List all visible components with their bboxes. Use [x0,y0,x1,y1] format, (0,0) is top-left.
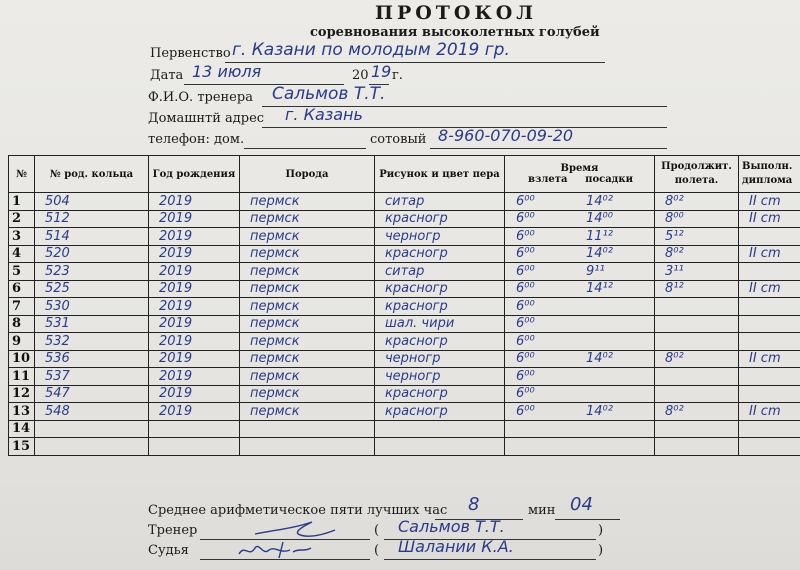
cell-landing: 14⁰⁰ [586,211,613,227]
cell-breed: пермск [240,280,375,298]
cell-ring: 512 [35,210,149,228]
cell-duration [655,333,739,351]
cell-ring: 547 [35,385,149,403]
cell-time [505,350,655,368]
cell-breed: пермск [240,403,375,421]
cell-color: красногр [375,385,505,403]
table-row [9,403,800,421]
trainer-close-paren: ) [598,523,604,538]
cell-breed: пермск [240,315,375,333]
cell-diploma [739,298,800,316]
cell-color: красногр [375,245,505,263]
col-ring-header: № род. кольца [35,156,149,193]
cell-color: красногр [375,210,505,228]
cell-n: 4 [9,245,35,263]
cell-takeoff: 6⁰⁰ [516,298,535,314]
cell-takeoff: 6⁰⁰ [516,246,535,262]
cell-n: 6 [9,280,35,298]
year-value: 19 [371,62,392,81]
document-title: ПРОТОКОЛ [375,2,538,24]
cell-year: 2019 [149,333,240,351]
landing-header: посадки [585,174,633,185]
cell-year: 2019 [149,298,240,316]
cell-breed: пермск [240,210,375,228]
cell-diploma [739,438,800,456]
cell-duration [655,298,739,316]
cell-landing: 14⁰² [586,193,613,209]
table-row [9,245,800,263]
table-row [9,420,800,438]
table-row [9,438,800,456]
table-row [9,263,800,281]
cell-color [375,438,505,456]
cell-n: 11 [9,368,35,386]
footer-judge-name: Шалании К.А. [398,537,514,556]
cell-color: красногр [375,280,505,298]
cell-takeoff: 6⁰⁰ [516,228,535,244]
pigeon-table [8,155,800,456]
col-year-header: Год рождения [149,156,240,193]
cell-time [505,298,655,316]
cell-diploma: II cm [739,280,800,298]
cell-time [505,403,655,421]
time-header-label: Время [560,163,599,174]
date-label: Дата [150,68,184,83]
cell-breed: пермск [240,228,375,246]
table-row [9,315,800,333]
cell-n: 10 [9,350,35,368]
cell-n: 3 [9,228,35,246]
cell-breed: пермск [240,333,375,351]
cell-breed: пермск [240,385,375,403]
judge-open-paren: ( [374,543,380,558]
cell-diploma: II cm [739,403,800,421]
trainer-label: Ф.И.О. тренера [148,90,253,105]
table-row [9,333,800,351]
cell-diploma [739,333,800,351]
takeoff-header: взлета [528,174,568,185]
cell-time [505,333,655,351]
cell-n: 15 [9,438,35,456]
col-duration-header: Продолжит. полета. [655,156,739,193]
table-header-row [9,156,800,193]
cell-year: 2019 [149,193,240,211]
cell-breed: пермск [240,245,375,263]
cell-time [505,438,655,456]
cell-n: 12 [9,385,35,403]
cell-year: 2019 [149,315,240,333]
cell-year: 2019 [149,245,240,263]
cell-ring: 530 [35,298,149,316]
cell-n: 2 [9,210,35,228]
table-row [9,228,800,246]
cell-time [505,210,655,228]
phone-label: телефон: дом. [148,132,245,147]
cell-time [505,245,655,263]
cell-ring: 532 [35,333,149,351]
pervenstvo-label: Первенство [150,46,231,61]
cell-ring: 548 [35,403,149,421]
cell-diploma [739,315,800,333]
cell-n: 8 [9,315,35,333]
cell-diploma: II cm [739,350,800,368]
table-row [9,350,800,368]
average-minutes-line [555,519,620,520]
cell-time [505,228,655,246]
cell-duration: 8¹² [655,280,739,298]
cell-diploma [739,263,800,281]
cell-breed [240,438,375,456]
cell-duration: 8⁰² [655,403,739,421]
cell-diploma [739,385,800,403]
cell-time [505,385,655,403]
cell-ring: 504 [35,193,149,211]
col-diploma-header: Выполн. диплома [739,156,800,193]
cell-takeoff: 6⁰⁰ [516,333,535,349]
cell-n: 9 [9,333,35,351]
col-color-header: Рисунок и цвет пера [375,156,505,193]
table-row [9,368,800,386]
phone-line [244,148,366,149]
mobile-label: сотовый [370,132,427,147]
footer-trainer-label: Тренер [148,523,198,538]
cell-duration: 8⁰² [655,350,739,368]
average-minutes: 04 [570,494,593,515]
cell-color: шал. чири [375,315,505,333]
col-num-header: № [9,156,35,193]
cell-time [505,263,655,281]
cell-duration: 5¹² [655,228,739,246]
cell-breed: пермск [240,298,375,316]
cell-duration: 8⁰² [655,245,739,263]
cell-color: черногр [375,368,505,386]
cell-year: 2019 [149,210,240,228]
cell-ring: 520 [35,245,149,263]
cell-time [505,193,655,211]
cell-year [149,438,240,456]
cell-color: черногр [375,350,505,368]
cell-color: ситар [375,263,505,281]
cell-ring: 523 [35,263,149,281]
cell-diploma: II cm [739,245,800,263]
cell-n: 1 [9,193,35,211]
date-value: 13 июля [192,62,262,81]
mobile-line [430,148,667,149]
cell-color [375,420,505,438]
judge-label: Судья [148,543,189,558]
judge-close-paren: ) [598,543,604,558]
judge-signature [235,538,315,562]
cell-takeoff: 6⁰⁰ [516,316,535,332]
cell-n: 14 [9,420,35,438]
document-subtitle: соревнования высоколетных голубей [310,25,600,40]
cell-year: 2019 [149,403,240,421]
cell-color: красногр [375,298,505,316]
cell-color: красногр [375,333,505,351]
cell-year: 2019 [149,228,240,246]
footer-trainer-name: Сальмов Т.Т. [398,517,505,536]
table-row [9,210,800,228]
cell-color: красногр [375,403,505,421]
average-label: Среднее арифметическое пяти лучших час [148,503,448,518]
table-row [9,385,800,403]
cell-takeoff: 6⁰⁰ [516,386,535,402]
cell-diploma [739,228,800,246]
cell-takeoff: 6⁰⁰ [516,281,535,297]
cell-takeoff: 6⁰⁰ [516,351,535,367]
cell-ring: 536 [35,350,149,368]
cell-year: 2019 [149,350,240,368]
cell-takeoff: 6⁰⁰ [516,368,535,384]
table-row [9,280,800,298]
cell-duration [655,385,739,403]
cell-ring: 514 [35,228,149,246]
trainer-open-paren: ( [374,523,380,538]
cell-color: черногр [375,228,505,246]
col-breed-header: Порода [240,156,375,193]
mobile-value: 8-960-070-09-20 [438,126,574,145]
address-label: Домашнтй адрес [148,111,265,126]
cell-year [149,420,240,438]
address-value: г. Казань [285,105,363,124]
cell-takeoff: 6⁰⁰ [516,211,535,227]
cell-landing: 14⁰² [586,403,613,419]
cell-n: 5 [9,263,35,281]
cell-ring [35,420,149,438]
cell-breed: пермск [240,368,375,386]
cell-time [505,280,655,298]
trainer-value: Сальмов Т.Т. [272,84,386,104]
cell-diploma: II cm [739,193,800,211]
cell-duration [655,315,739,333]
cell-time [505,315,655,333]
cell-ring: 531 [35,315,149,333]
cell-takeoff: 6⁰⁰ [516,263,535,279]
cell-duration [655,420,739,438]
cell-ring [35,438,149,456]
year-prefix: 20 [352,68,369,83]
cell-diploma [739,420,800,438]
cell-diploma: II cm [739,210,800,228]
cell-ring: 525 [35,280,149,298]
cell-landing: 14⁰² [586,351,613,367]
cell-time [505,368,655,386]
cell-breed: пермск [240,263,375,281]
cell-duration: 8⁰⁰ [655,210,739,228]
cell-time [505,420,655,438]
col-time-header [505,156,655,193]
cell-landing: 14¹² [586,281,613,297]
min-label: мин [528,503,556,518]
cell-year: 2019 [149,368,240,386]
cell-breed: пермск [240,193,375,211]
cell-year: 2019 [149,263,240,281]
cell-duration [655,438,739,456]
average-hours: 8 [468,494,480,515]
cell-color: ситар [375,193,505,211]
cell-landing: 11¹² [586,228,613,244]
cell-landing: 14⁰² [586,246,613,262]
table-row [9,298,800,316]
cell-breed [240,420,375,438]
cell-landing: 9¹¹ [586,263,605,279]
cell-takeoff: 6⁰⁰ [516,403,535,419]
cell-diploma [739,368,800,386]
cell-breed: пермск [240,350,375,368]
cell-duration: 8⁰² [655,193,739,211]
cell-n: 7 [9,298,35,316]
cell-duration [655,368,739,386]
cell-duration: 3¹¹ [655,263,739,281]
cell-ring: 537 [35,368,149,386]
judge-name-line [384,559,596,560]
cell-year: 2019 [149,385,240,403]
pervenstvo-line [225,62,605,63]
cell-n: 13 [9,403,35,421]
year-suffix: г. [392,68,403,83]
cell-year: 2019 [149,280,240,298]
pervenstvo-value: г. Казани по молодым 2019 гр. [232,40,510,60]
cell-takeoff: 6⁰⁰ [516,193,535,209]
table-row [9,193,800,211]
